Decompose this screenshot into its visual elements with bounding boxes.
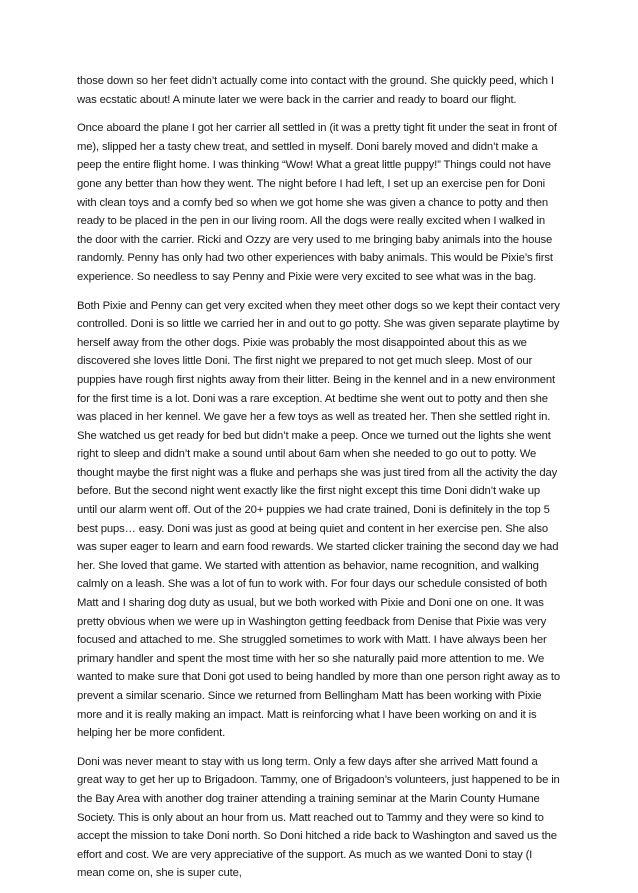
paragraph-2: Once aboard the plane I got her carrier all settled in (it was a pretty tight fit under the seat in front of me), slipped her a tasty chew treat, and settled in myself. Doni barely moved and didn’t make a peep the entire flight home. I was thinking “Wow! What a great little puppy!” Things could not have gone any better than how they went. The night before I had left, I set up an exercise pen for Doni with clean toys and a comfy bed so when we got home she was given a chance to potty and then ready to be placed in the pen in our living room. All the dogs were really excited when I walked in the door with the carrier. Ricki and Ozzy are very used to me bringing baby animals into the house randomly. Penny has only had two other experiences with baby animals. This would be Pixie’s first experience. So needless to say Penny and Pixie were very excited to see what was in the bag. [77,122,557,283]
paragraph-4: Doni was never meant to stay with us long term. Only a few days after she arrived Matt found a great way to get her up to Brigadoon. Tammy, one of Brigadoon’s volunteers, just happened to be in the Bay Area with another dog trainer attending a training seminar at the Marin County Humane Society. This is only about an hour from us. Matt reached out to Tammy and they were so kind to accept the mission to take Doni north. So Doni hitched a ride back to Washington and saved us the effort and cost. We are very appreciative of the support. As much as we wanted Doni to stay (I mean come on, she is super cute, [77,755,560,880]
paragraph-3: Both Pixie and Penny can get very excited when they meet other dogs so we kept their contact very controlled. Doni is so little we carried her in and out to go potty. She was given separate playtime by herself away from the other dogs. Pixie was probably the most disappointed about this as we discovered she loves little Doni. The first night we prepared to not get much sleep. Most of our puppies have rough first nights away from their litter. Being in the kennel and in a new environment for the first time is a lot. Doni was a rare exception. At bedtime she went out to potty and then she was placed in her kennel. We gave her a few toys as well as treated her. Then she settled right in. She watched us get ready for bed but didn’t make a peep. Once we turned out the lights she went right to sleep and didn’t make a sound until about 6am when she needed to go out to potty. We thought maybe the first night was a fluke and perhaps she was just tired from all the activity the day before. But the second night went exactly like the first night except this time Doni didn’t wake up until our alarm went off. Out of the 20+ puppies we had crate trained, Doni is definitely in the top 5 best pups… easy. Doni was just as good at being quiet and content in her exercise pen. She also was super eager to learn and earn food rewards. We started clicker training the second day we had her. She loved that game. We started with attention as behavior, name recognition, and walking calmly on a leash. She was a lot of fun to work with. For four days our schedule consisted of both Matt and I sharing dog duty as usual, but we both worked with Pixie and Doni one on one. It was pretty obvious when we were up in Washington getting feedback from Denise that Pixie was very focused and attached to me. She struggled sometimes to work with Matt. I have always been her primary handler and spent the most time with her so she naturally paid more attention to me. We wanted to make sure that Doni got used to being handled by more than one person right away as to prevent a similar scenario. Since we returned from Bellingham Matt has been working with Pixie more and it is really making an impact. Matt is reinforcing what I have been working on and it is helping her be more confident. [77,299,560,740]
paragraph-1: those down so her feet didn’t actually come into contact with the ground. She quickly peed, which I was ecstatic about! A minute later we were back in the carrier and ready to board our flight. [77,75,554,106]
document-page [77,72,561,893]
